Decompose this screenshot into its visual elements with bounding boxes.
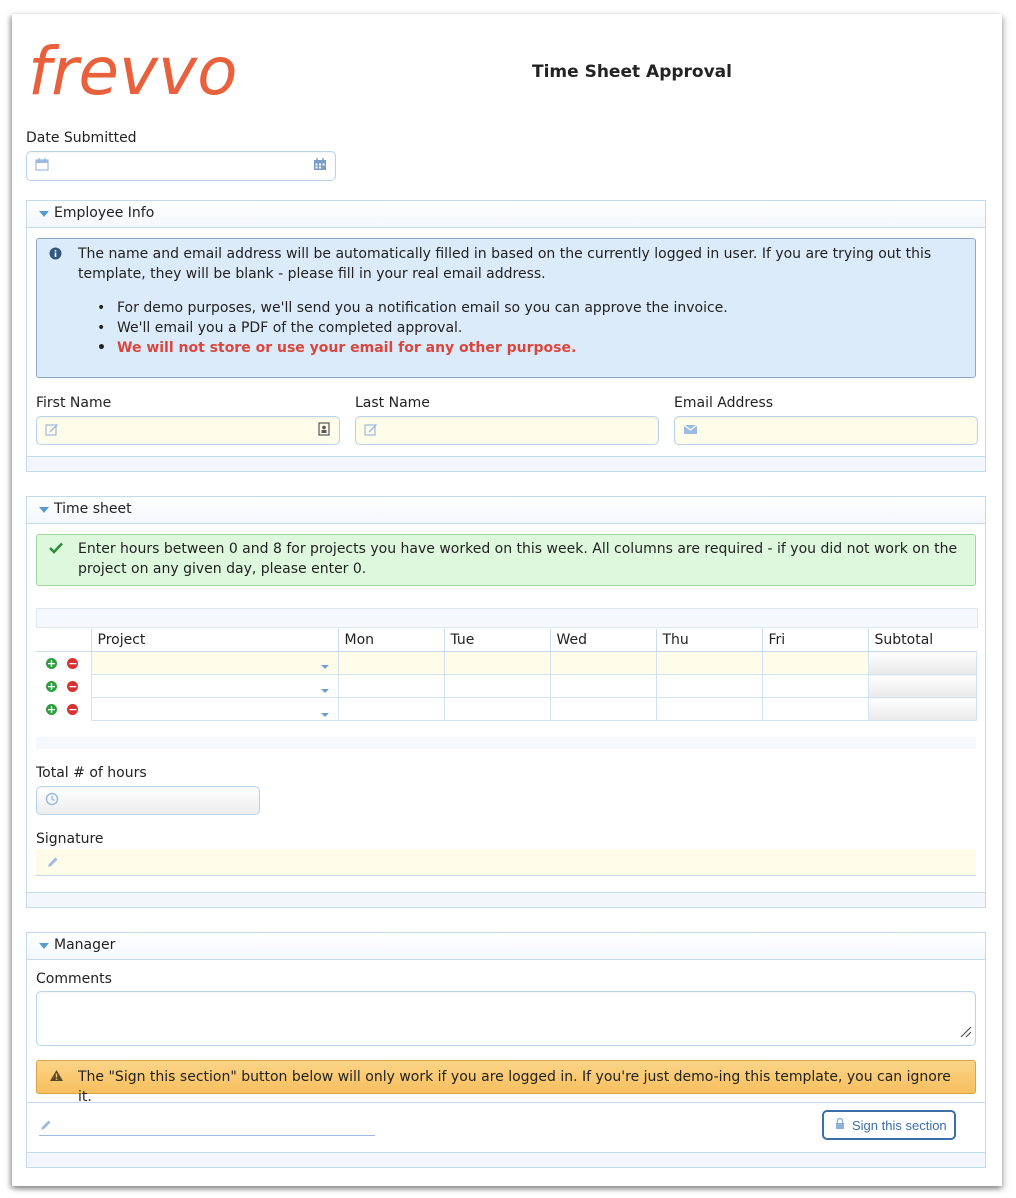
employee-info-header[interactable]: [27, 201, 985, 228]
resize-handle-icon[interactable]: [960, 1026, 972, 1042]
wed-input[interactable]: [550, 652, 656, 675]
wed-input[interactable]: [550, 675, 656, 698]
warning-icon: [49, 1069, 64, 1086]
remove-row-icon[interactable]: −: [68, 702, 78, 716]
tue-input[interactable]: [444, 675, 550, 698]
col-project: Project: [91, 629, 338, 652]
subtotal-value: [868, 675, 976, 698]
checkmark-icon: [49, 542, 63, 558]
remove-row-icon[interactable]: −: [68, 679, 78, 693]
subtotal-value: [868, 698, 976, 721]
info-message-box: [36, 238, 976, 378]
sign-section-button[interactable]: [822, 1110, 956, 1140]
remove-row-icon[interactable]: −: [68, 656, 78, 670]
warning-text: The "Sign this section" button below will only work if you are logged in. If you're just demo-ing this template, you can ignore it.: [78, 1069, 951, 1105]
thu-input[interactable]: [656, 698, 762, 721]
signature-label: Signature: [36, 831, 104, 847]
tue-input[interactable]: [444, 652, 550, 675]
table-row: [36, 652, 976, 675]
wed-input[interactable]: [550, 698, 656, 721]
table-top-band: [36, 608, 978, 628]
project-select[interactable]: [91, 652, 338, 675]
last-name-field[interactable]: [355, 416, 659, 445]
col-thu: Thu: [656, 629, 762, 652]
date-submitted-field[interactable]: [26, 151, 336, 181]
fri-input[interactable]: [762, 698, 868, 721]
frevvo-logo: [26, 34, 256, 118]
collapse-triangle-icon: [39, 943, 49, 949]
col-controls: [36, 629, 91, 652]
project-select[interactable]: [91, 675, 338, 698]
manager-section: [26, 932, 986, 1168]
success-text: Enter hours between 0 and 8 for projects you have worked on this week. All columns are required - if you did not work on the project on any given day, please enter 0.: [78, 541, 958, 577]
info-text: The name and email address will be automatically filled in based on the currently logged in user. If you are trying out this template, they will be blank - please fill in your real email address.: [78, 246, 932, 282]
time-sheet-table: [36, 629, 976, 721]
signature-field[interactable]: [36, 849, 976, 876]
manager-header[interactable]: [27, 933, 985, 960]
total-hours-field: [36, 786, 260, 815]
sign-section-label: Sign this section: [852, 1118, 947, 1133]
table-bottom-band: [36, 737, 976, 749]
edit-icon: [45, 422, 59, 436]
date-submitted-label: Date Submitted: [26, 130, 137, 146]
pencil-icon: [46, 856, 59, 873]
collapse-triangle-icon: [39, 211, 49, 217]
fri-input[interactable]: [762, 675, 868, 698]
time-sheet-header[interactable]: [27, 497, 985, 524]
project-select[interactable]: [91, 698, 338, 721]
calendar-icon: [35, 157, 49, 171]
date-picker-icon[interactable]: [313, 157, 327, 171]
success-message-box: [36, 534, 976, 586]
mon-input[interactable]: [338, 675, 444, 698]
first-name-label: First Name: [36, 395, 112, 411]
bullet-pdf-email: • We'll email you a PDF of the completed approval.: [97, 318, 728, 338]
comments-textarea[interactable]: [36, 991, 976, 1046]
clock-icon: [45, 792, 59, 806]
lock-icon: [835, 1118, 845, 1133]
col-fri: Fri: [762, 629, 868, 652]
logo-text: frevvo: [28, 34, 238, 110]
form-page: [12, 14, 1002, 1186]
info-icon: [49, 247, 62, 264]
last-name-label: Last Name: [355, 395, 430, 411]
add-row-icon[interactable]: +: [46, 702, 57, 716]
page-title: Time Sheet Approval: [532, 62, 732, 82]
employee-info-title: Employee Info: [54, 205, 155, 221]
thu-input[interactable]: [656, 675, 762, 698]
manager-title: Manager: [54, 937, 116, 953]
time-sheet-title: Time sheet: [54, 501, 132, 517]
time-sheet-footer: [27, 892, 985, 907]
sign-row: [27, 1102, 985, 1151]
mon-input[interactable]: [338, 652, 444, 675]
mon-input[interactable]: [338, 698, 444, 721]
bullet-demo-notification: • For demo purposes, we'll send you a notification email so you can approve the invoice.: [97, 298, 728, 318]
pencil-icon: [39, 1119, 52, 1136]
thu-input[interactable]: [656, 652, 762, 675]
fri-input[interactable]: [762, 652, 868, 675]
email-field[interactable]: [674, 416, 978, 445]
col-subtotal: Subtotal: [868, 629, 976, 652]
warning-message-box: [36, 1060, 976, 1105]
edit-icon: [364, 422, 378, 436]
add-row-icon[interactable]: +: [46, 656, 57, 670]
first-name-field[interactable]: [36, 416, 340, 445]
bullet-privacy: • We will not store or use your email for any other purpose.: [97, 338, 728, 358]
col-wed: Wed: [550, 629, 656, 652]
col-tue: Tue: [444, 629, 550, 652]
table-row: [36, 675, 976, 698]
subtotal-value: [868, 652, 976, 675]
manager-footer: [27, 1152, 985, 1167]
contact-card-icon[interactable]: [317, 422, 331, 436]
chevron-down-icon[interactable]: [320, 707, 330, 723]
manager-signature-line[interactable]: [39, 1119, 375, 1136]
envelope-icon: [683, 422, 697, 436]
email-label: Email Address: [674, 395, 774, 411]
time-sheet-section: [26, 496, 986, 908]
info-bullet-list: [97, 298, 728, 358]
tue-input[interactable]: [444, 698, 550, 721]
total-hours-label: Total # of hours: [36, 765, 147, 781]
comments-label: Comments: [36, 971, 112, 987]
table-row: [36, 698, 976, 721]
chevron-down-icon[interactable]: [320, 683, 330, 699]
employee-info-section: [26, 200, 986, 472]
chevron-down-icon[interactable]: [320, 659, 330, 675]
collapse-triangle-icon: [39, 507, 49, 513]
employee-info-footer: [27, 456, 985, 471]
add-row-icon[interactable]: +: [46, 679, 57, 693]
col-mon: Mon: [338, 629, 444, 652]
